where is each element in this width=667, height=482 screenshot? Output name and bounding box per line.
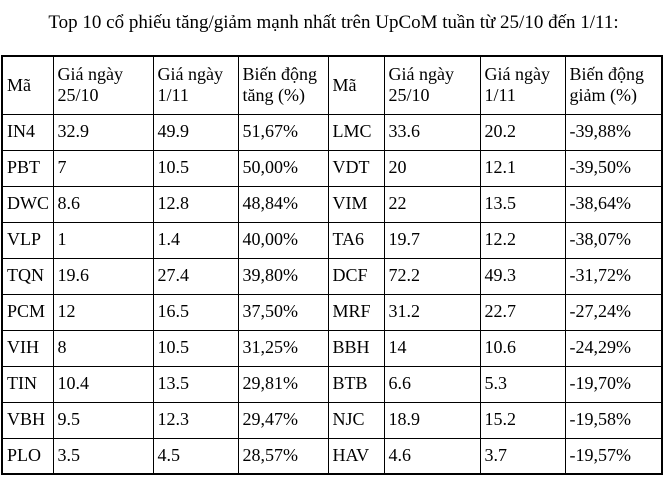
col-header-change-down: Biến động giảm (%) <box>565 56 662 114</box>
stock-code-cell: IN4 <box>2 114 53 150</box>
stock-code-cell: TIN <box>2 366 53 402</box>
price-cell: 31.2 <box>384 294 480 330</box>
col-header-price-25-10-losers: Giá ngày 25/10 <box>384 56 480 114</box>
price-cell: 8 <box>53 330 153 366</box>
price-cell: 4.5 <box>153 438 238 474</box>
table-row <box>2 150 662 186</box>
price-cell: 16.5 <box>153 294 238 330</box>
stock-code-cell: VIM <box>328 186 384 222</box>
price-cell: 10.5 <box>153 150 238 186</box>
table-header-row <box>2 56 662 114</box>
change-cell: 48,84% <box>238 186 328 222</box>
change-cell: -38,07% <box>565 222 662 258</box>
change-cell: 51,67% <box>238 114 328 150</box>
stock-code-cell: HAV <box>328 438 384 474</box>
stock-code-cell: TA6 <box>328 222 384 258</box>
table-row <box>2 366 662 402</box>
price-cell: 22 <box>384 186 480 222</box>
change-cell: 50,00% <box>238 150 328 186</box>
change-cell: -27,24% <box>565 294 662 330</box>
stock-code-cell: LMC <box>328 114 384 150</box>
change-cell: -19,58% <box>565 402 662 438</box>
col-header-price-1-11-gainers: Giá ngày 1/11 <box>153 56 238 114</box>
price-cell: 12.3 <box>153 402 238 438</box>
stock-code-cell: VBH <box>2 402 53 438</box>
change-cell: -39,50% <box>565 150 662 186</box>
stock-code-cell: BTB <box>328 366 384 402</box>
price-cell: 15.2 <box>480 402 565 438</box>
change-cell: 40,00% <box>238 222 328 258</box>
price-cell: 1 <box>53 222 153 258</box>
price-cell: 3.7 <box>480 438 565 474</box>
stocks-table-body <box>2 114 662 474</box>
stock-code-cell: VLP <box>2 222 53 258</box>
stock-code-cell: PBT <box>2 150 53 186</box>
table-row <box>2 438 662 474</box>
price-cell: 3.5 <box>53 438 153 474</box>
price-cell: 12.1 <box>480 150 565 186</box>
price-cell: 32.9 <box>53 114 153 150</box>
price-cell: 22.7 <box>480 294 565 330</box>
price-cell: 7 <box>53 150 153 186</box>
stock-code-cell: PCM <box>2 294 53 330</box>
change-cell: -24,29% <box>565 330 662 366</box>
table-row <box>2 186 662 222</box>
stock-code-cell: MRF <box>328 294 384 330</box>
price-cell: 72.2 <box>384 258 480 294</box>
price-cell: 10.4 <box>53 366 153 402</box>
price-cell: 10.6 <box>480 330 565 366</box>
change-cell: -38,64% <box>565 186 662 222</box>
change-cell: 28,57% <box>238 438 328 474</box>
stock-code-cell: DCF <box>328 258 384 294</box>
table-row <box>2 330 662 366</box>
price-cell: 8.6 <box>53 186 153 222</box>
change-cell: 31,25% <box>238 330 328 366</box>
price-cell: 12.2 <box>480 222 565 258</box>
change-cell: -31,72% <box>565 258 662 294</box>
stocks-table <box>1 55 663 475</box>
table-row <box>2 258 662 294</box>
price-cell: 20 <box>384 150 480 186</box>
col-header-change-up: Biến động tăng (%) <box>238 56 328 114</box>
price-cell: 49.9 <box>153 114 238 150</box>
change-cell: 37,50% <box>238 294 328 330</box>
price-cell: 20.2 <box>480 114 565 150</box>
stock-code-cell: PLO <box>2 438 53 474</box>
table-row <box>2 114 662 150</box>
price-cell: 6.6 <box>384 366 480 402</box>
price-cell: 10.5 <box>153 330 238 366</box>
change-cell: 29,47% <box>238 402 328 438</box>
price-cell: 4.6 <box>384 438 480 474</box>
stock-code-cell: BBH <box>328 330 384 366</box>
change-cell: 29,81% <box>238 366 328 402</box>
page-title: Top 10 cổ phiếu tăng/giảm mạnh nhất trên UpCoM tuần từ 25/10 đến 1/11: <box>48 12 619 33</box>
change-cell: -39,88% <box>565 114 662 150</box>
table-row <box>2 402 662 438</box>
change-cell: -19,70% <box>565 366 662 402</box>
table-row <box>2 294 662 330</box>
price-cell: 12.8 <box>153 186 238 222</box>
table-row <box>2 222 662 258</box>
stock-code-cell: DWC <box>2 186 53 222</box>
stock-code-cell: NJC <box>328 402 384 438</box>
change-cell: 39,80% <box>238 258 328 294</box>
col-header-code-gainers: Mã <box>2 56 53 114</box>
price-cell: 13.5 <box>480 186 565 222</box>
change-cell: -19,57% <box>565 438 662 474</box>
stock-code-cell: VIH <box>2 330 53 366</box>
stock-code-cell: TQN <box>2 258 53 294</box>
price-cell: 1.4 <box>153 222 238 258</box>
price-cell: 18.9 <box>384 402 480 438</box>
price-cell: 27.4 <box>153 258 238 294</box>
price-cell: 14 <box>384 330 480 366</box>
price-cell: 5.3 <box>480 366 565 402</box>
price-cell: 12 <box>53 294 153 330</box>
price-cell: 49.3 <box>480 258 565 294</box>
price-cell: 19.6 <box>53 258 153 294</box>
stock-code-cell: VDT <box>328 150 384 186</box>
price-cell: 19.7 <box>384 222 480 258</box>
col-header-code-losers: Mã <box>328 56 384 114</box>
table-header <box>2 56 662 114</box>
col-header-price-1-11-losers: Giá ngày 1/11 <box>480 56 565 114</box>
col-header-price-25-10-gainers: Giá ngày 25/10 <box>53 56 153 114</box>
price-cell: 13.5 <box>153 366 238 402</box>
price-cell: 9.5 <box>53 402 153 438</box>
price-cell: 33.6 <box>384 114 480 150</box>
